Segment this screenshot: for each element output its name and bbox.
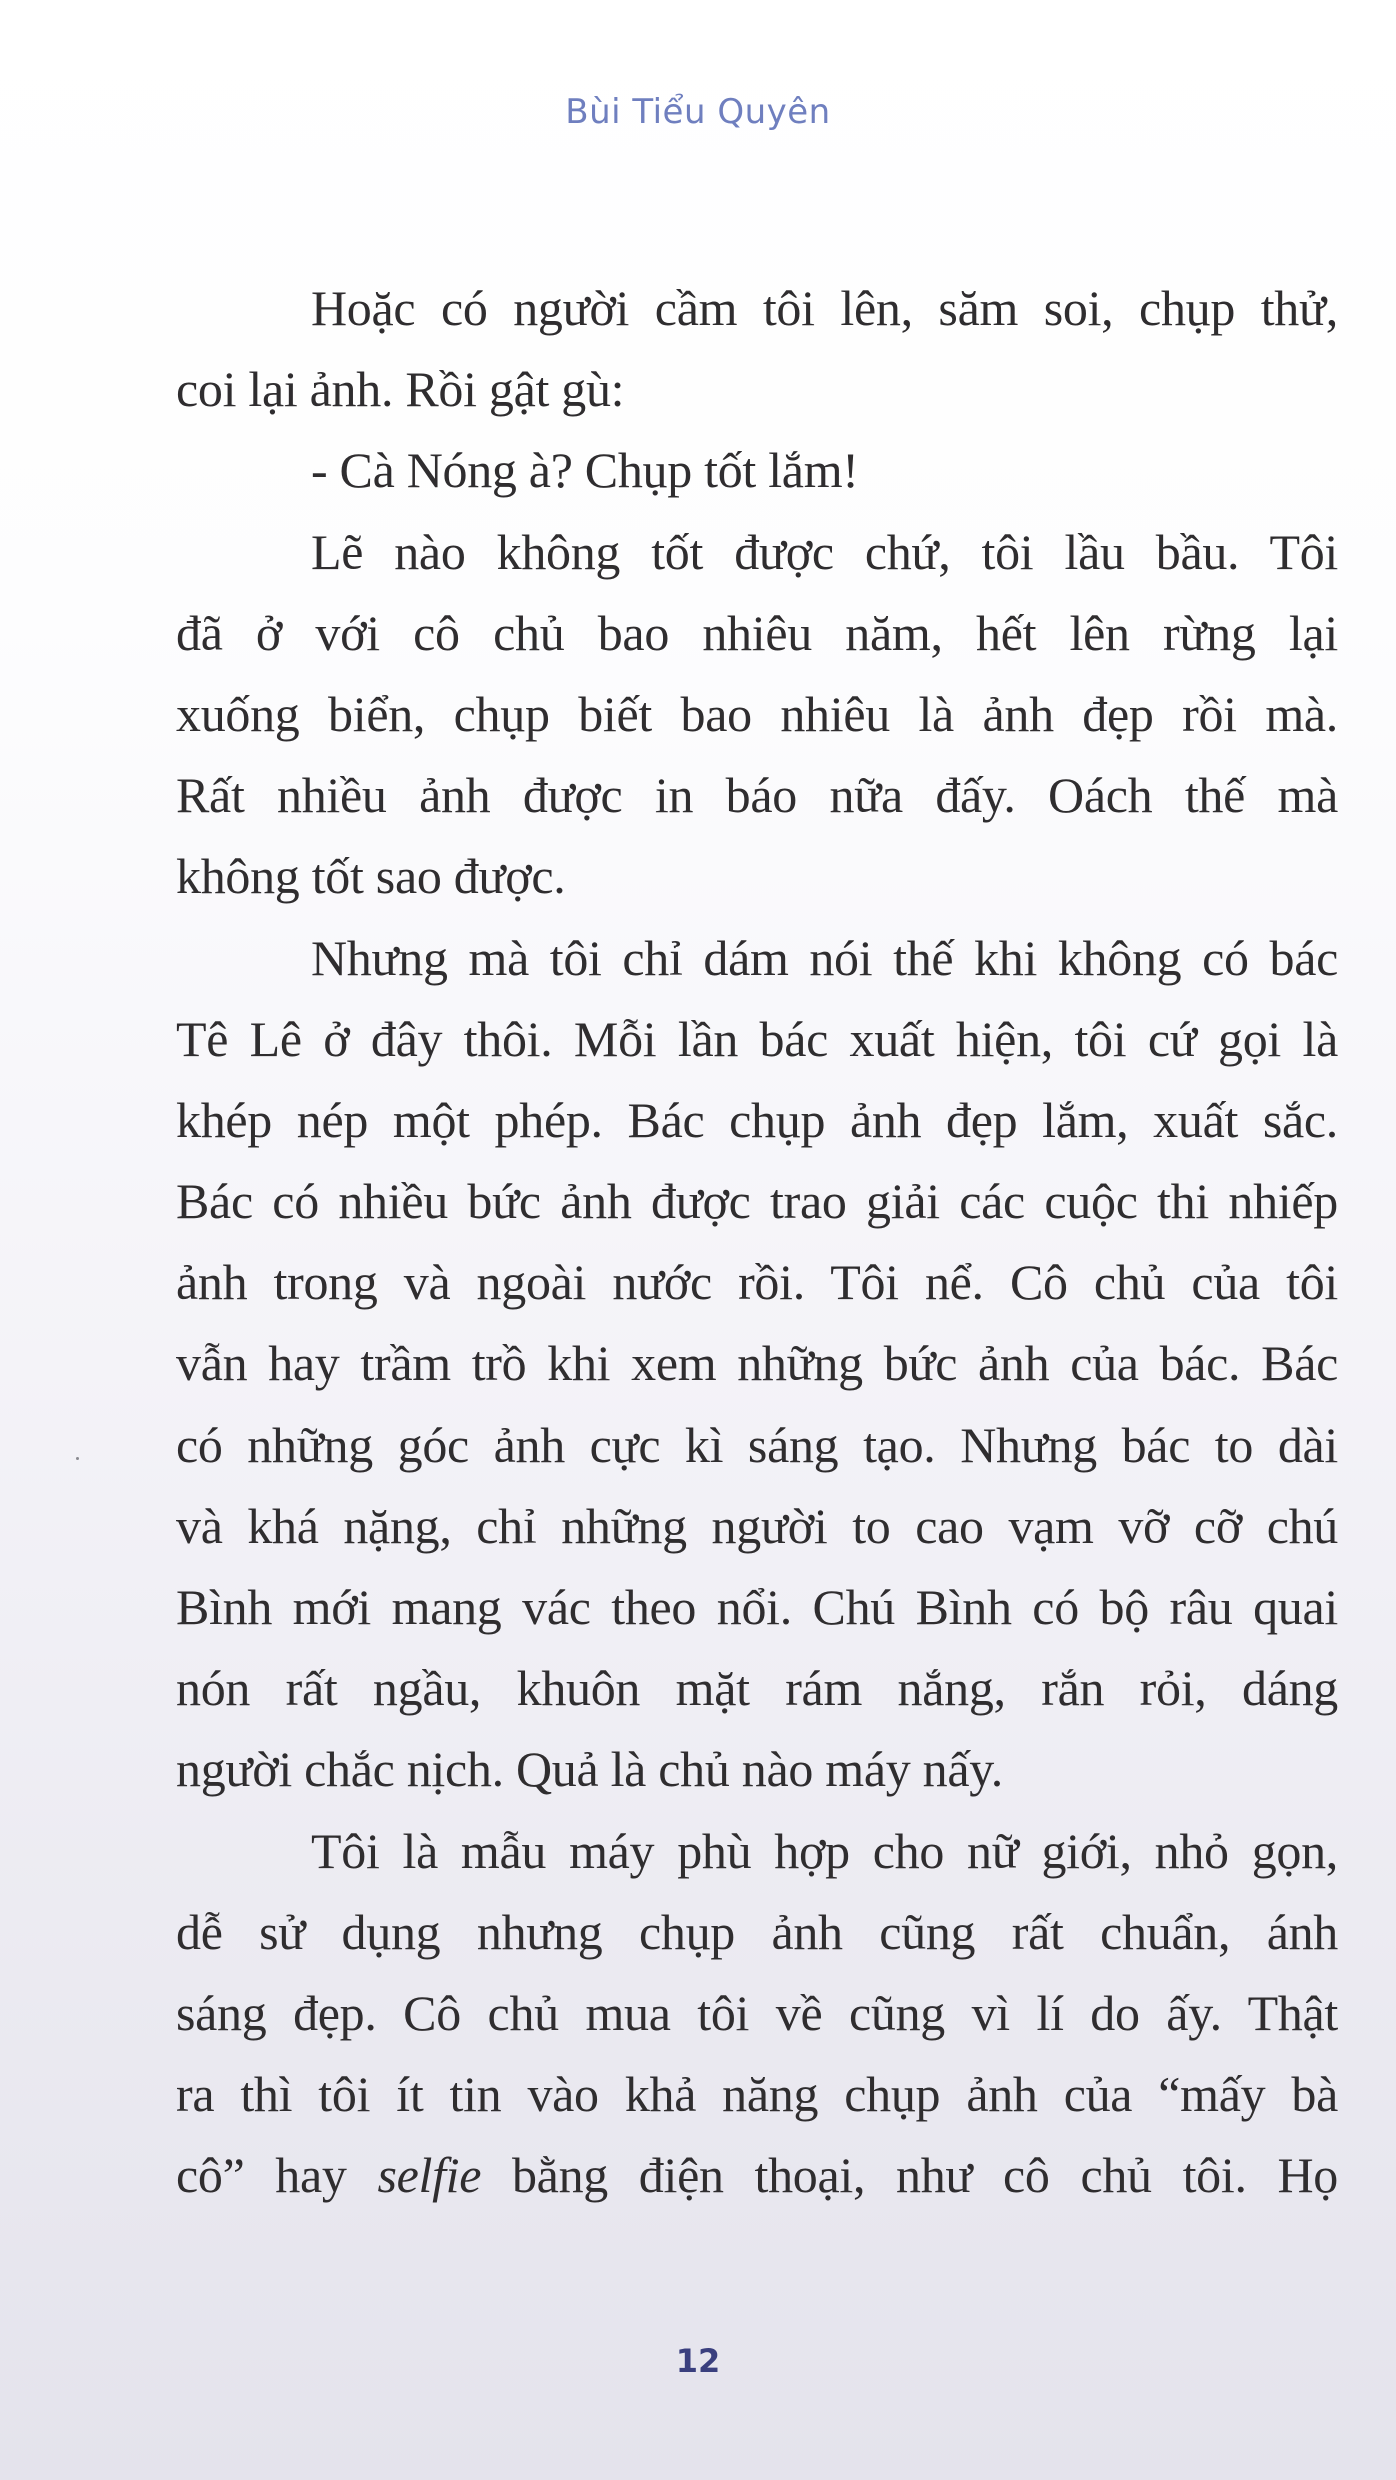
text-line: nón rất ngầu, khuôn mặt rám nắng, rắn rỏi, dáng	[176, 1660, 1338, 1717]
body-text	[176, 268, 1338, 2217]
text-line: vẫn hay trầm trồ khi xem những bức ảnh của bác. Bác	[176, 1335, 1338, 1392]
text-line: Hoặc có người cầm tôi lên, săm soi, chụp thử,	[311, 280, 1338, 336]
text-line: Tôi là mẫu máy phù hợp cho nữ giới, nhỏ gọn,	[311, 1822, 1338, 1879]
text-line: Bình mới mang vác theo nổi. Chú Bình có bộ râu quai	[176, 1579, 1338, 1635]
text-line: Tê Lê ở đây thôi. Mỗi lần bác xuất hiện, tôi cứ gọi là	[176, 1010, 1338, 1067]
text-line: Bác có nhiều bức ảnh được trao giải các cuộc thi nhiếp	[176, 1173, 1338, 1230]
text-line: Nhưng mà tôi chỉ dám nói thế khi không có bác	[311, 929, 1338, 986]
running-header-author: Bùi Tiểu Quyên	[565, 92, 831, 132]
dialogue-line: - Cà Nóng à? Chụp tốt lắm!	[311, 442, 859, 499]
text-line: coi lại ảnh. Rồi gật gù:	[176, 361, 625, 418]
page-number: 12	[675, 2342, 721, 2380]
text-segment: cô” hay	[176, 2147, 378, 2204]
text-line: Lẽ nào không tốt được chứ, tôi lầu bầu. Tôi	[311, 523, 1338, 580]
text-line: sáng đẹp. Cô chủ mua tôi về cũng vì lí do ấy. Thật	[176, 1984, 1338, 2041]
text-segment: bằng điện thoại, như cô chủ tôi. Họ	[481, 2147, 1338, 2204]
italic-word-selfie: selfie	[377, 2147, 482, 2204]
text-line: khép nép một phép. Bác chụp ảnh đẹp lắm, xuất sắc.	[176, 1091, 1338, 1148]
text-line: ra thì tôi ít tin vào khả năng chụp ảnh của “mấy bà	[176, 2066, 1338, 2123]
text-line: người chắc nịch. Quả là chủ nào máy nấy.	[176, 1741, 1003, 1798]
text-line: đã ở với cô chủ bao nhiêu năm, hết lên rừng lại	[176, 604, 1338, 661]
text-line: có những góc ảnh cực kì sáng tạo. Nhưng bác to dài	[176, 1416, 1338, 1473]
text-line: không tốt sao được.	[176, 848, 566, 905]
text-line: dễ sử dụng nhưng chụp ảnh cũng rất chuẩn, ánh	[176, 1903, 1338, 1960]
text-line-final	[176, 2135, 1338, 2216]
text-line: ảnh trong và ngoài nước rồi. Tôi nể. Cô chủ của tôi	[176, 1254, 1338, 1311]
text-line: Rất nhiều ảnh được in báo nữa đấy. Oách thế mà	[176, 767, 1338, 824]
paper-speck	[76, 1457, 79, 1460]
text-line: xuống biển, chụp biết bao nhiêu là ảnh đẹp rồi mà.	[176, 685, 1338, 742]
text-line: và khá nặng, chỉ những người to cao vạm vỡ cỡ chú	[176, 1497, 1338, 1554]
